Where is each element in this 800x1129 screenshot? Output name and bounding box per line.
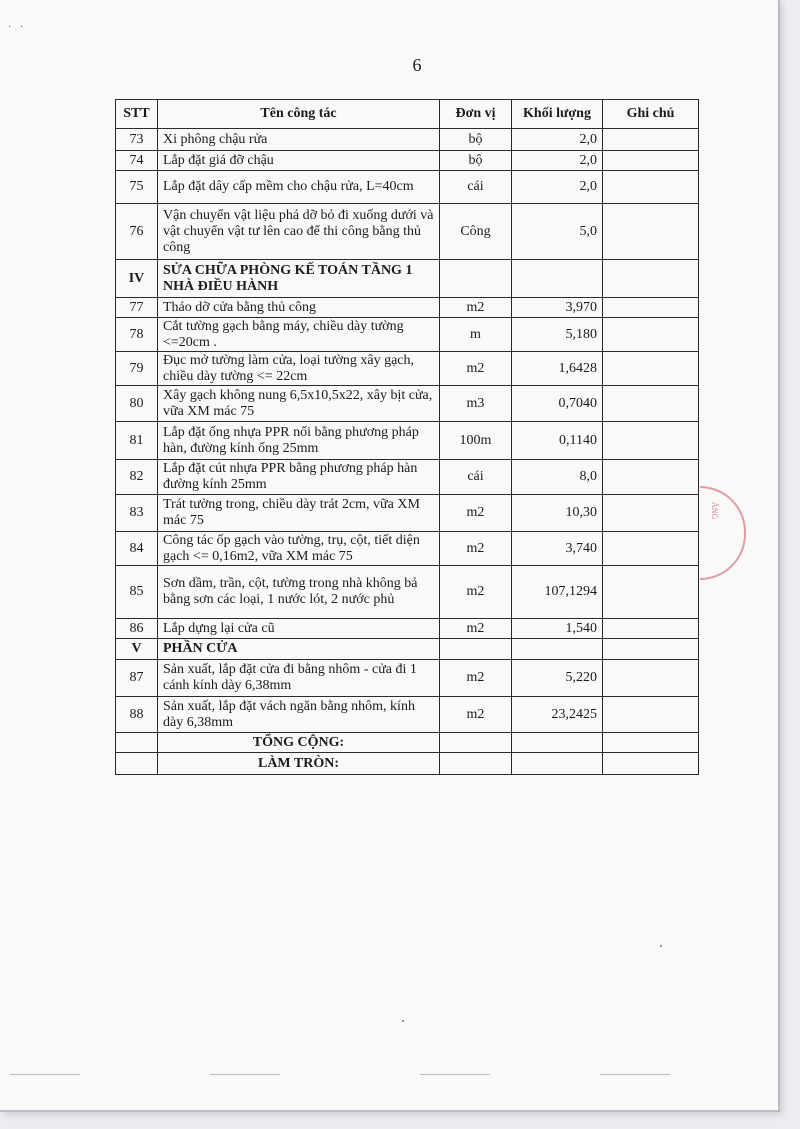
cell-note bbox=[603, 151, 699, 171]
red-stamp-seal bbox=[700, 486, 746, 580]
cell-qty: 2,0 bbox=[512, 151, 603, 171]
cell-unit: m bbox=[440, 318, 512, 352]
cell-note bbox=[603, 639, 699, 660]
table-row bbox=[116, 298, 699, 318]
cell-note bbox=[603, 318, 699, 352]
table-row bbox=[116, 386, 699, 422]
table-row bbox=[116, 697, 699, 733]
cell-qty bbox=[512, 733, 603, 753]
cell-unit: m2 bbox=[440, 566, 512, 619]
table-row bbox=[116, 422, 699, 460]
cell-note bbox=[603, 733, 699, 753]
cell-note bbox=[603, 129, 699, 151]
cell-name: Xi phông chậu rửa bbox=[158, 129, 440, 151]
cell-unit bbox=[440, 733, 512, 753]
scan-speck bbox=[660, 945, 662, 947]
cell-unit: m2 bbox=[440, 532, 512, 566]
cell-unit: Công bbox=[440, 204, 512, 260]
cell-name: Sơn dầm, trần, cột, tường trong nhà không bả bằng sơn các loại, 1 nước lót, 2 nước phủ bbox=[158, 566, 440, 619]
cell-unit: m2 bbox=[440, 660, 512, 697]
table-header-row bbox=[116, 100, 699, 129]
cell-qty bbox=[512, 753, 603, 775]
cell-stt: 77 bbox=[116, 298, 158, 318]
cell-unit bbox=[440, 639, 512, 660]
cell-qty bbox=[512, 260, 603, 298]
cell-note bbox=[603, 495, 699, 532]
cell-note bbox=[603, 260, 699, 298]
header-qty: Khối lượng bbox=[512, 100, 603, 129]
cell-note bbox=[603, 352, 699, 386]
cell-name: TỔNG CỘNG: bbox=[158, 733, 440, 753]
total-row bbox=[116, 733, 699, 753]
table-row bbox=[116, 171, 699, 204]
cell-qty: 23,2425 bbox=[512, 697, 603, 733]
cell-qty: 10,30 bbox=[512, 495, 603, 532]
cell-note bbox=[603, 753, 699, 775]
cell-stt: 87 bbox=[116, 660, 158, 697]
scan-speck bbox=[402, 1020, 404, 1022]
cell-unit bbox=[440, 260, 512, 298]
cell-name: Sản xuất, lắp đặt cửa đi bằng nhôm - cửa đi 1 cánh kính dày 6,38mm bbox=[158, 660, 440, 697]
cell-stt: 82 bbox=[116, 460, 158, 495]
cell-unit: m2 bbox=[440, 298, 512, 318]
cell-unit: m2 bbox=[440, 697, 512, 733]
header-stt: STT bbox=[116, 100, 158, 129]
cell-qty: 5,180 bbox=[512, 318, 603, 352]
cell-note bbox=[603, 566, 699, 619]
cell-stt: 81 bbox=[116, 422, 158, 460]
cell-note bbox=[603, 532, 699, 566]
total-row bbox=[116, 753, 699, 775]
cell-stt: 74 bbox=[116, 151, 158, 171]
header-name: Tên công tác bbox=[158, 100, 440, 129]
cell-name: Xây gạch không nung 6,5x10,5x22, xây bịt cửa, vữa XM mác 75 bbox=[158, 386, 440, 422]
cell-stt: IV bbox=[116, 260, 158, 298]
cell-note bbox=[603, 298, 699, 318]
table-row bbox=[116, 495, 699, 532]
cell-qty: 2,0 bbox=[512, 129, 603, 151]
cell-qty: 0,7040 bbox=[512, 386, 603, 422]
cell-qty: 1,6428 bbox=[512, 352, 603, 386]
cell-note bbox=[603, 697, 699, 733]
stamp-text: ĂNG bbox=[710, 502, 719, 520]
cell-name: Trát tường trong, chiều dày trát 2cm, vữa XM mác 75 bbox=[158, 495, 440, 532]
cell-note bbox=[603, 422, 699, 460]
cell-stt: 88 bbox=[116, 697, 158, 733]
cell-stt: 83 bbox=[116, 495, 158, 532]
cell-unit: m2 bbox=[440, 495, 512, 532]
cell-stt: 78 bbox=[116, 318, 158, 352]
cell-name: Sản xuất, lắp đặt vách ngăn bằng nhôm, kính dày 6,38mm bbox=[158, 697, 440, 733]
cell-name: Lắp đặt cút nhựa PPR bằng phương pháp hàn đường kính 25mm bbox=[158, 460, 440, 495]
cell-name: Lắp đặt dây cấp mềm cho chậu rửa, L=40cm bbox=[158, 171, 440, 204]
cell-unit: bộ bbox=[440, 129, 512, 151]
cell-name: SỬA CHỮA PHÒNG KẾ TOÁN TẦNG 1 NHÀ ĐIỀU HÀNH bbox=[158, 260, 440, 298]
cell-unit: m2 bbox=[440, 352, 512, 386]
cell-unit: m2 bbox=[440, 619, 512, 639]
cell-note bbox=[603, 460, 699, 495]
cell-stt: 85 bbox=[116, 566, 158, 619]
cell-note bbox=[603, 171, 699, 204]
cell-name: Cắt tường gạch bằng máy, chiều dày tường <=20cm . bbox=[158, 318, 440, 352]
section-row bbox=[116, 260, 699, 298]
scan-marks: · · bbox=[8, 22, 27, 33]
cell-name: Lắp đặt ống nhựa PPR nối bằng phương pháp hàn, đường kính ống 25mm bbox=[158, 422, 440, 460]
cell-stt: 79 bbox=[116, 352, 158, 386]
cell-qty: 8,0 bbox=[512, 460, 603, 495]
cell-note bbox=[603, 619, 699, 639]
cell-qty: 3,740 bbox=[512, 532, 603, 566]
cell-unit: bộ bbox=[440, 151, 512, 171]
cell-name: PHẦN CỬA bbox=[158, 639, 440, 660]
table-body bbox=[116, 129, 699, 775]
cell-name: Đục mở tường làm cửa, loại tường xây gạch, chiều dày tường <= 22cm bbox=[158, 352, 440, 386]
table-row bbox=[116, 660, 699, 697]
table-row bbox=[116, 566, 699, 619]
table-row bbox=[116, 619, 699, 639]
cell-name: Công tác ốp gạch vào tường, trụ, cột, tiết diện gạch <= 0,16m2, vữa XM mác 75 bbox=[158, 532, 440, 566]
cell-stt: 86 bbox=[116, 619, 158, 639]
cell-note bbox=[603, 204, 699, 260]
cell-qty: 3,970 bbox=[512, 298, 603, 318]
table-row bbox=[116, 532, 699, 566]
cell-stt: V bbox=[116, 639, 158, 660]
cell-qty: 107,1294 bbox=[512, 566, 603, 619]
cell-qty: 5,220 bbox=[512, 660, 603, 697]
cell-note bbox=[603, 660, 699, 697]
table-row bbox=[116, 352, 699, 386]
work-items-table bbox=[115, 99, 699, 775]
cell-qty: 1,540 bbox=[512, 619, 603, 639]
header-note: Ghi chú bbox=[603, 100, 699, 129]
cell-stt bbox=[116, 733, 158, 753]
cell-qty: 2,0 bbox=[512, 171, 603, 204]
cell-unit bbox=[440, 753, 512, 775]
cell-stt bbox=[116, 753, 158, 775]
cell-qty: 0,1140 bbox=[512, 422, 603, 460]
header-unit: Đơn vị bbox=[440, 100, 512, 129]
cell-qty bbox=[512, 639, 603, 660]
table-row bbox=[116, 460, 699, 495]
cell-qty: 5,0 bbox=[512, 204, 603, 260]
cell-stt: 84 bbox=[116, 532, 158, 566]
cell-unit: cái bbox=[440, 171, 512, 204]
cell-stt: 76 bbox=[116, 204, 158, 260]
cell-unit: cái bbox=[440, 460, 512, 495]
cell-note bbox=[603, 386, 699, 422]
cell-name: Tháo dỡ cửa bằng thủ công bbox=[158, 298, 440, 318]
table-row bbox=[116, 151, 699, 171]
cell-stt: 80 bbox=[116, 386, 158, 422]
cell-name: Vận chuyển vật liệu phá dỡ bỏ đi xuống dưới và vật chuyển vật tư lên cao để thi công bằng thủ công bbox=[158, 204, 440, 260]
cell-stt: 75 bbox=[116, 171, 158, 204]
cell-name: Lắp đặt giá đỡ chậu bbox=[158, 151, 440, 171]
cell-name: LÀM TRÒN: bbox=[158, 753, 440, 775]
cell-unit: m3 bbox=[440, 386, 512, 422]
cell-stt: 73 bbox=[116, 129, 158, 151]
page-number: 6 bbox=[412, 55, 422, 75]
scan-footer-artifacts bbox=[0, 1070, 778, 1080]
section-row bbox=[116, 639, 699, 660]
table-row bbox=[116, 204, 699, 260]
cell-name: Lắp dựng lại cửa cũ bbox=[158, 619, 440, 639]
table-row bbox=[116, 318, 699, 352]
table-row bbox=[116, 129, 699, 151]
cell-unit: 100m bbox=[440, 422, 512, 460]
